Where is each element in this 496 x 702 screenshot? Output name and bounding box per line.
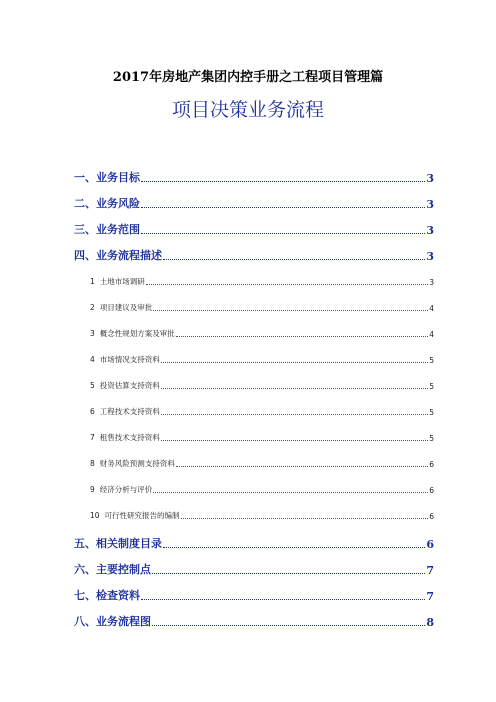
toc-leader-dots (141, 598, 425, 600)
toc-page-number: 3 (426, 172, 434, 185)
toc-page-number: 3 (426, 250, 434, 263)
toc-subentry-number: 10 (90, 511, 100, 520)
toc-leader-dots (163, 258, 425, 260)
toc-leader-dots (141, 180, 425, 182)
toc-subentry-number: 6 (90, 407, 95, 416)
toc-entry-process-description[interactable] (74, 247, 434, 263)
toc-subentry-number: 1 (90, 277, 95, 286)
toc-subentry-label: 经济分析与评价 (99, 485, 153, 494)
toc-subentry-6[interactable] (74, 406, 434, 417)
toc-entry-label: 八、业务流程图 (74, 615, 151, 628)
toc-page-number: 6 (429, 486, 434, 495)
toc-subentry-4[interactable] (74, 354, 434, 365)
toc-subentry-label: 财务风险预测支持资料 (99, 459, 175, 468)
toc-subentry-3[interactable] (74, 328, 434, 339)
toc-leader-dots (161, 413, 428, 415)
toc-leader-dots (161, 387, 428, 389)
toc-page-number: 4 (429, 330, 434, 339)
toc-page-number: 8 (426, 616, 434, 629)
toc-page-number: 3 (426, 224, 434, 237)
toc-entry-key-controls[interactable] (74, 561, 434, 577)
toc-subentry-label: 概念性规划方案及审批 (99, 329, 175, 338)
toc-entry-label: 六、主要控制点 (74, 563, 151, 576)
toc-subentry-label: 土地市场调研 (99, 277, 145, 286)
toc-entry-process-flowchart[interactable] (74, 613, 434, 629)
toc-subentry-number: 4 (90, 355, 95, 364)
toc-entry-business-risks[interactable] (74, 195, 434, 211)
toc-subentry-9[interactable] (74, 484, 434, 495)
toc-leader-dots (153, 309, 428, 311)
toc-page-number: 7 (426, 564, 434, 577)
toc-leader-dots (176, 335, 428, 337)
toc-leader-dots (176, 465, 428, 467)
toc-entry-business-goals[interactable] (74, 169, 434, 185)
toc-subentry-label: 工程技术支持资料 (99, 407, 160, 416)
toc-entry-related-policies[interactable] (74, 535, 434, 551)
toc-subentry-number: 9 (90, 485, 95, 494)
toc-leader-dots (161, 439, 428, 441)
toc-subentry-number: 2 (90, 303, 95, 312)
toc-page-number: 6 (426, 538, 434, 551)
toc-subentry-1[interactable] (74, 276, 434, 287)
toc-entry-label: 四、业务流程描述 (74, 249, 162, 262)
toc-subentry-10[interactable] (74, 510, 434, 521)
toc-subentry-label: 可行性研究报告的编制 (104, 511, 180, 520)
toc-page-number: 5 (429, 382, 434, 391)
toc-subentry-label: 项目建议及审批 (99, 303, 153, 312)
toc-subentry-label: 市场情况支持资料 (99, 355, 160, 364)
toc-page-number: 3 (426, 198, 434, 211)
toc-subentry-number: 7 (90, 433, 95, 442)
toc-page-number: 5 (429, 408, 434, 417)
toc-page-number: 4 (429, 304, 434, 313)
toc-page-number: 7 (426, 590, 434, 603)
toc-subentry-label: 投资估算支持资料 (99, 381, 160, 390)
document-header-title: 2017年房地产集团内控手册之工程项目管理篇 (112, 70, 384, 85)
toc-leader-dots (181, 517, 429, 519)
toc-leader-dots (161, 361, 428, 363)
toc-leader-dots (153, 491, 428, 493)
toc-leader-dots (141, 206, 425, 208)
toc-leader-dots (152, 572, 425, 574)
toc-subentry-7[interactable] (74, 432, 434, 443)
toc-subentry-5[interactable] (74, 380, 434, 391)
toc-leader-dots (146, 283, 428, 285)
document-main-title: 项目决策业务流程 (171, 99, 324, 121)
toc-page-number: 3 (429, 278, 434, 287)
toc-entry-label: 三、业务范围 (74, 223, 140, 236)
toc-entry-label: 七、检查资料 (74, 589, 140, 602)
toc-leader-dots (163, 546, 425, 548)
toc-subentry-number: 5 (90, 381, 95, 390)
toc-leader-dots (152, 624, 425, 626)
toc-subentry-number: 8 (90, 459, 95, 468)
toc-subentry-label: 租售技术支持资料 (99, 433, 160, 442)
toc-subentry-8[interactable] (74, 458, 434, 469)
toc-entry-label: 五、相关制度目录 (74, 537, 162, 550)
toc-entry-label: 一、业务目标 (74, 171, 140, 184)
toc-subentry-number: 3 (90, 329, 95, 338)
toc-page-number: 6 (429, 460, 434, 469)
toc-subentry-2[interactable] (74, 302, 434, 313)
toc-leader-dots (141, 232, 425, 234)
toc-page-number: 5 (429, 434, 434, 443)
toc-page-number: 6 (429, 512, 434, 521)
toc-entry-inspection-materials[interactable] (74, 587, 434, 603)
toc-entry-business-scope[interactable] (74, 221, 434, 237)
toc-entry-label: 二、业务风险 (74, 197, 140, 210)
toc-page-number: 5 (429, 356, 434, 365)
